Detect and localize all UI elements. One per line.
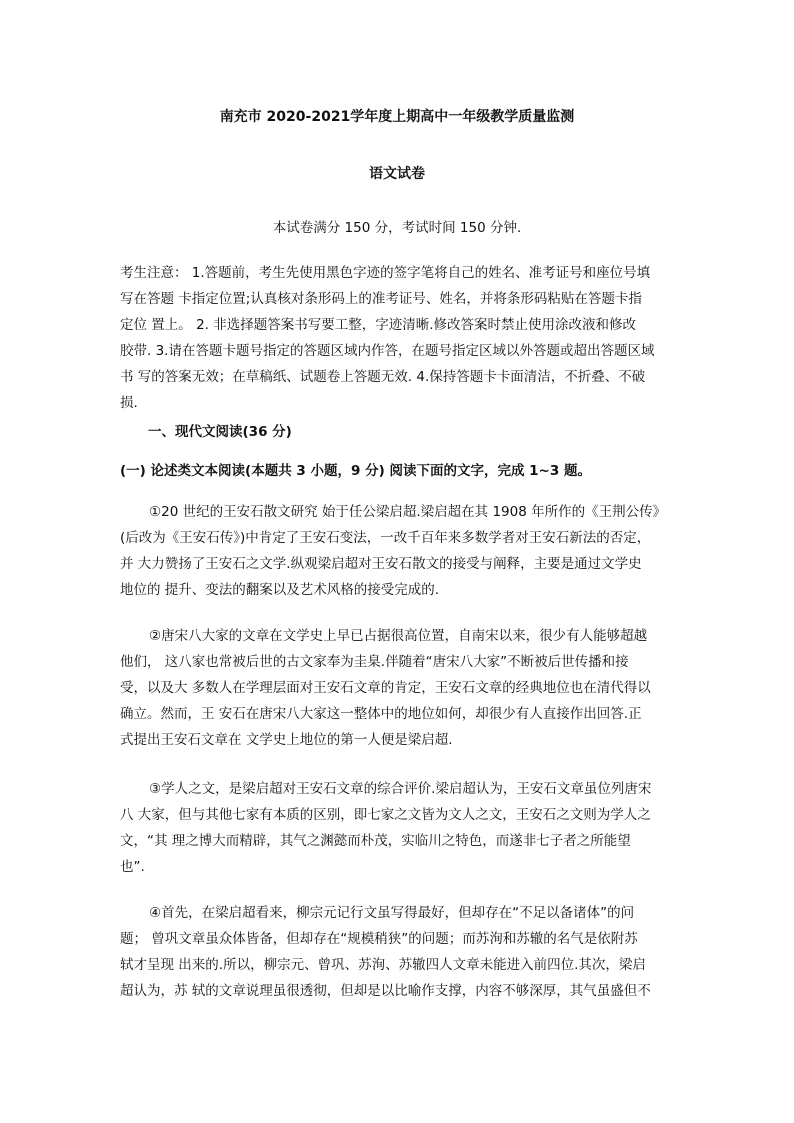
paragraph-line: ③学人之文，是梁启超对王安石文章的综合评价.梁启超认为，王安石文章虽位列唐宋 — [149, 781, 652, 797]
candidate-notes — [120, 260, 680, 416]
paragraph-line: 轼才呈现 出来的.所以，柳宗元、曾巩、苏洵、苏辙四人文章未能进入前四位.其次，梁启 — [120, 957, 646, 973]
paragraph-line: 题； 曾巩文章虽众体皆备，但却存在“规模稍狭”的问题；而苏洵和苏辙的名气是依附苏 — [120, 931, 638, 947]
exam-title: 南充市 2020-2021学年度上期高中一年级教学质量监测 — [219, 109, 575, 125]
paragraph-line: 超认为，苏 轼的文章说理虽很透彻，但却是以比喻作支撑，内容不够深厚，其气虽盛但不 — [120, 983, 651, 999]
paragraph-line: 受，以及大 多数人在学理层面对王安石文章的肯定，王安石文章的经典地位也在清代得以 — [120, 680, 651, 696]
passage-paragraph-2 — [120, 623, 680, 753]
paragraph-line: ①20 世纪的王安石散文研究 始于任公梁启超.梁启超在其 1908 年所作的《王荆公传》 — [149, 504, 667, 520]
subject-title: 语文试卷 — [369, 166, 425, 182]
notes-line: 书 写的答案无效；在草稿纸、试题卷上答题无效. 4.保持答题卡卡面清洁，不折叠、不破 — [120, 369, 646, 385]
passage-paragraph-4 — [120, 900, 680, 1004]
passage-paragraph-1 — [120, 499, 680, 603]
passage-paragraph-3 — [120, 776, 680, 880]
paragraph-line: 地位的 提升、变法的翻案以及艺术风格的接受完成的. — [120, 582, 440, 598]
exam-info: 本试卷满分 150 分，考试时间 150 分钟. — [272, 220, 522, 236]
notes-line: 损. — [120, 395, 138, 411]
section-heading: 一、现代文阅读(36 分) — [148, 424, 292, 440]
paragraph-line: 并 大力赞扬了王安石之文学.纵观梁启超对王安石散文的接受与阐释，主要是通过文学史 — [120, 556, 642, 572]
paragraph-line: 式提出王安石文章在 文学史上地位的第一人便是梁启超. — [120, 732, 453, 748]
paragraph-line: 也”. — [120, 859, 145, 875]
paragraph-line: ②唐宋八大家的文章在文学史上早已占据很高位置，自南宋以来，很少有人能够超越 — [149, 628, 648, 644]
paragraph-line: 他们， 这八家也常被后世的古文家奉为圭臬.伴随着“唐宋八大家”不断被后世传播和接 — [120, 654, 629, 670]
paragraph-line: 确立。然而，王 安石在唐宋八大家这一整体中的地位如何，却很少有人直接作出回答.正 — [120, 706, 642, 722]
paragraph-line: ④首先，在梁启超看来，柳宗元记行文虽写得最好，但却存在“不足以备诸体”的问 — [149, 905, 635, 921]
notes-line: 胶带. 3.请在答题卡题号指定的答题区域内作答，在题号指定区域以外答题或超出答题区域 — [120, 343, 655, 359]
paragraph-line: 文，“其 理之博大而精辟，其气之渊懿而朴茂，实临川之特色，而遂非七子者之所能望 — [120, 833, 631, 849]
notes-line: 写在答题 卡指定位置;认真核对条形码上的准考证号、姓名，并将条形码粘贴在答题卡指 — [120, 291, 642, 307]
notes-line: 考生注意： 1.答题前，考生先使用黑色字迹的签字笔将自己的姓名、准考证号和座位号填 — [120, 265, 651, 281]
paragraph-line: (后改为《王安石传》)中肯定了王安石变法，一改千百年来多数学者对王安石新法的否定， — [120, 530, 651, 546]
notes-line: 定位 置上。 2. 非选择题答案书写要工整，字迹清晰.修改答案时禁止使用涂改液和修改 — [120, 317, 637, 333]
subsection-heading: (一) 论述类文本阅读(本题共 3 小题，9 分) 阅读下面的文字，完成 1~3 题。 — [120, 463, 591, 479]
paragraph-line: 八 大家，但与其他七家有本质的区别，即七家之文皆为文人之文，王安石之文则为学人之 — [120, 807, 651, 823]
